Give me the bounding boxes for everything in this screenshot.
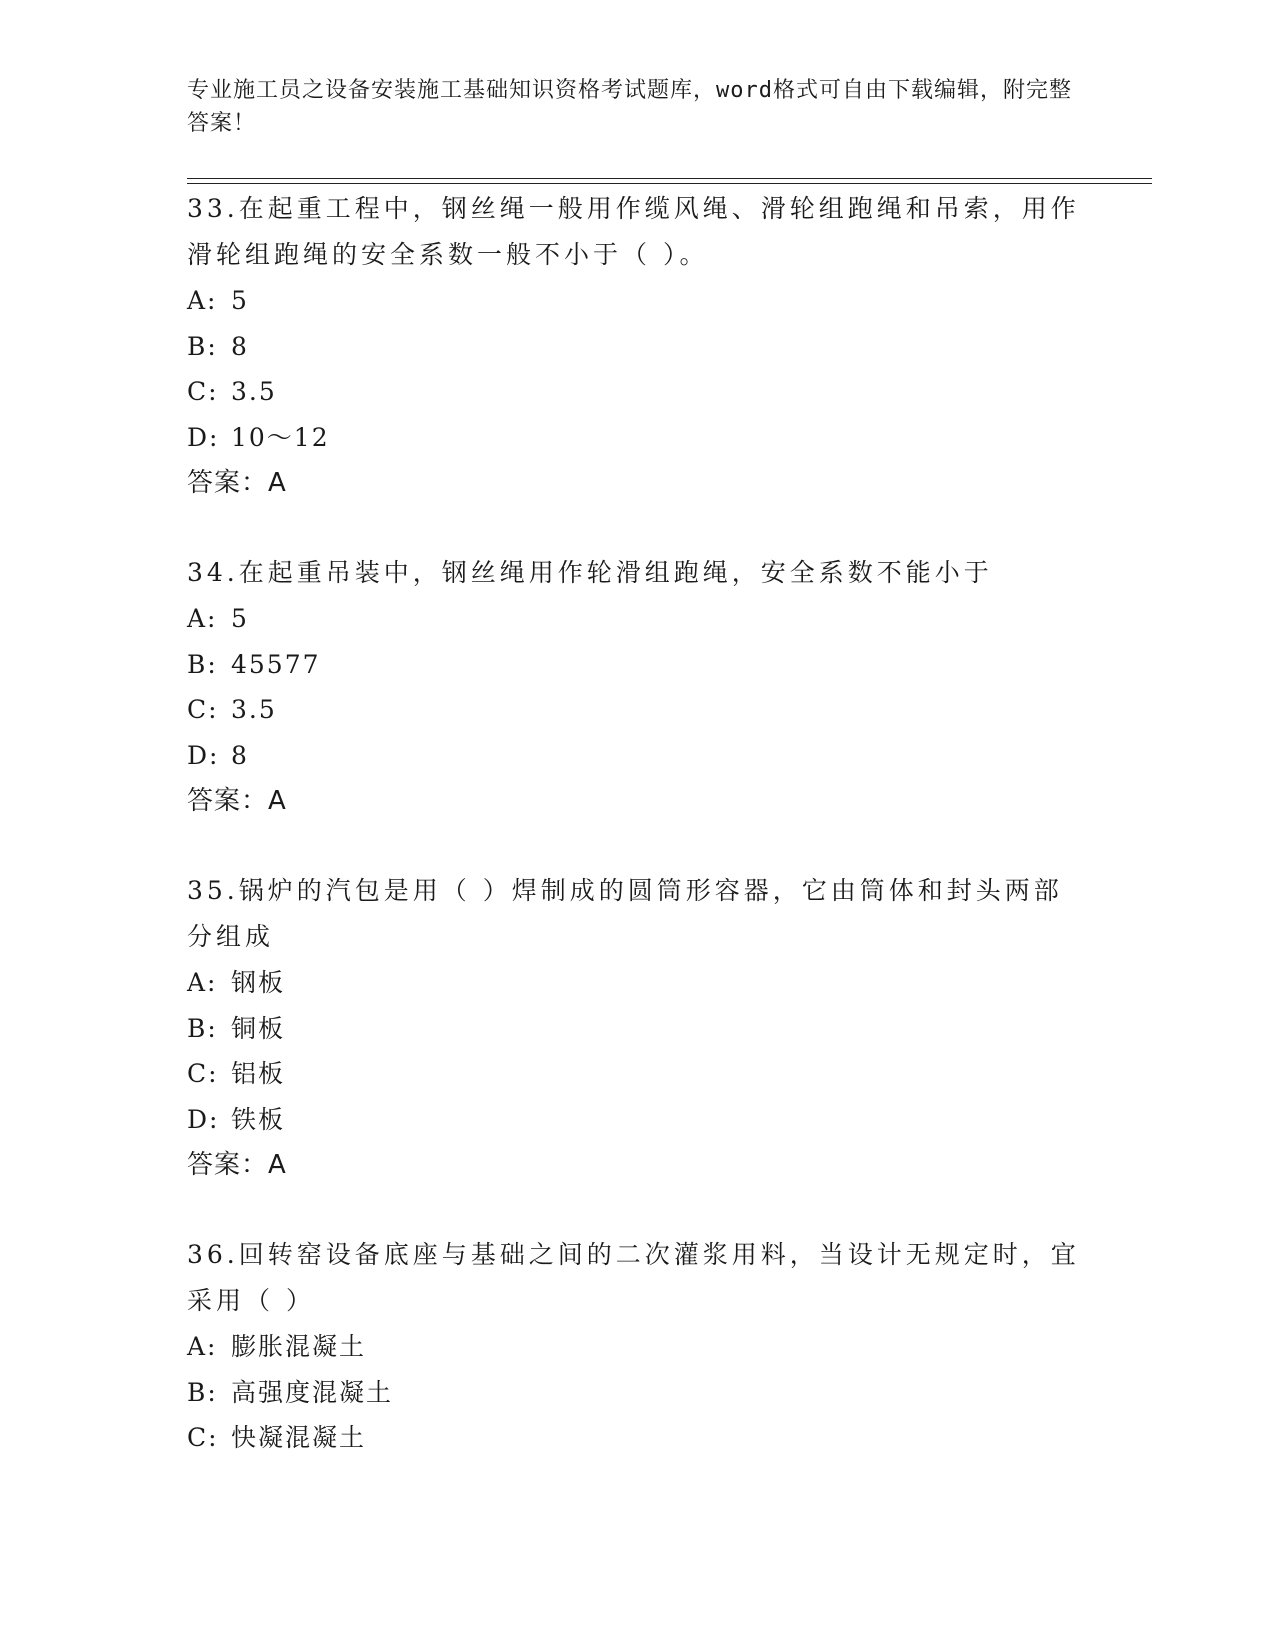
option-c: [187, 369, 1087, 415]
question-stem: 34.在起重吊装中，钢丝绳用作轮滑组跑绳，安全系数不能小于: [187, 558, 993, 587]
option-b: [187, 1006, 1087, 1052]
answer-line: 答案：A: [187, 786, 287, 816]
option-letter: A:: [187, 604, 218, 633]
option-text: 8: [231, 740, 249, 770]
option-letter: C:: [187, 1423, 219, 1452]
option-b: [187, 1370, 1087, 1416]
option-letter: A:: [187, 286, 218, 315]
option-text: 快凝混凝土: [231, 1423, 367, 1452]
question-stem: 36.回转窑设备底座与基础之间的二次灌浆用料，当设计无规定时，宜采用（ ）: [187, 1240, 1080, 1315]
answer-line: 答案：A: [187, 468, 287, 498]
option-a: [187, 278, 1087, 324]
option-text: 高强度混凝土: [231, 1377, 394, 1407]
option-letter: A:: [187, 1332, 218, 1361]
option-text: 铜板: [231, 1013, 286, 1043]
option-letter: D:: [187, 1104, 220, 1134]
option-letter: C:: [187, 1059, 219, 1088]
header-divider-bottom: [187, 183, 1152, 184]
option-a: [187, 596, 1087, 642]
option-text: 钢板: [231, 968, 286, 997]
option-text: 3.5: [231, 377, 277, 406]
option-text: 5: [231, 286, 249, 315]
option-c: [187, 1415, 1087, 1461]
option-d: [187, 1097, 1087, 1143]
option-letter: D:: [187, 740, 220, 770]
option-text: 铁板: [231, 1104, 286, 1134]
header-divider-top: [187, 178, 1152, 179]
option-c: [187, 1051, 1087, 1097]
question-stem: 35.锅炉的汽包是用（ ）焊制成的圆筒形容器，它由筒体和封头两部分组成: [187, 876, 1063, 951]
option-text: 3.5: [231, 695, 277, 724]
question-35: [187, 868, 1087, 1188]
option-d: [187, 733, 1087, 779]
option-letter: B:: [187, 649, 218, 679]
option-text: 膨胀混凝土: [231, 1332, 367, 1361]
option-d: [187, 415, 1087, 461]
question-list: [187, 186, 1087, 1505]
option-text: 铝板: [231, 1059, 286, 1088]
option-letter: B:: [187, 331, 218, 361]
answer-line: 答案：A: [187, 1150, 287, 1180]
option-letter: C:: [187, 377, 219, 406]
option-text: 8: [231, 331, 249, 361]
option-c: [187, 687, 1087, 733]
option-letter: B:: [187, 1013, 218, 1043]
option-letter: C:: [187, 695, 219, 724]
option-text: 10～12: [231, 422, 330, 452]
question-stem: 33.在起重工程中，钢丝绳一般用作缆风绳、滑轮组跑绳和吊索，用作滑轮组跑绳的安全系数一般不小于（ ）。: [187, 194, 1080, 269]
document-header: 专业施工员之设备安装施工基础知识资格考试题库，word格式可自由下载编辑，附完整答案！: [187, 78, 1072, 136]
option-b: [187, 642, 1087, 688]
question-33: [187, 186, 1087, 506]
question-36: [187, 1232, 1087, 1461]
option-b: [187, 324, 1087, 370]
question-34: [187, 550, 1087, 824]
option-text: 45577: [231, 649, 321, 679]
option-letter: D:: [187, 422, 220, 452]
option-letter: A:: [187, 968, 218, 997]
option-a: [187, 1324, 1087, 1370]
option-text: 5: [231, 604, 249, 633]
option-a: [187, 960, 1087, 1006]
option-letter: B:: [187, 1377, 218, 1407]
